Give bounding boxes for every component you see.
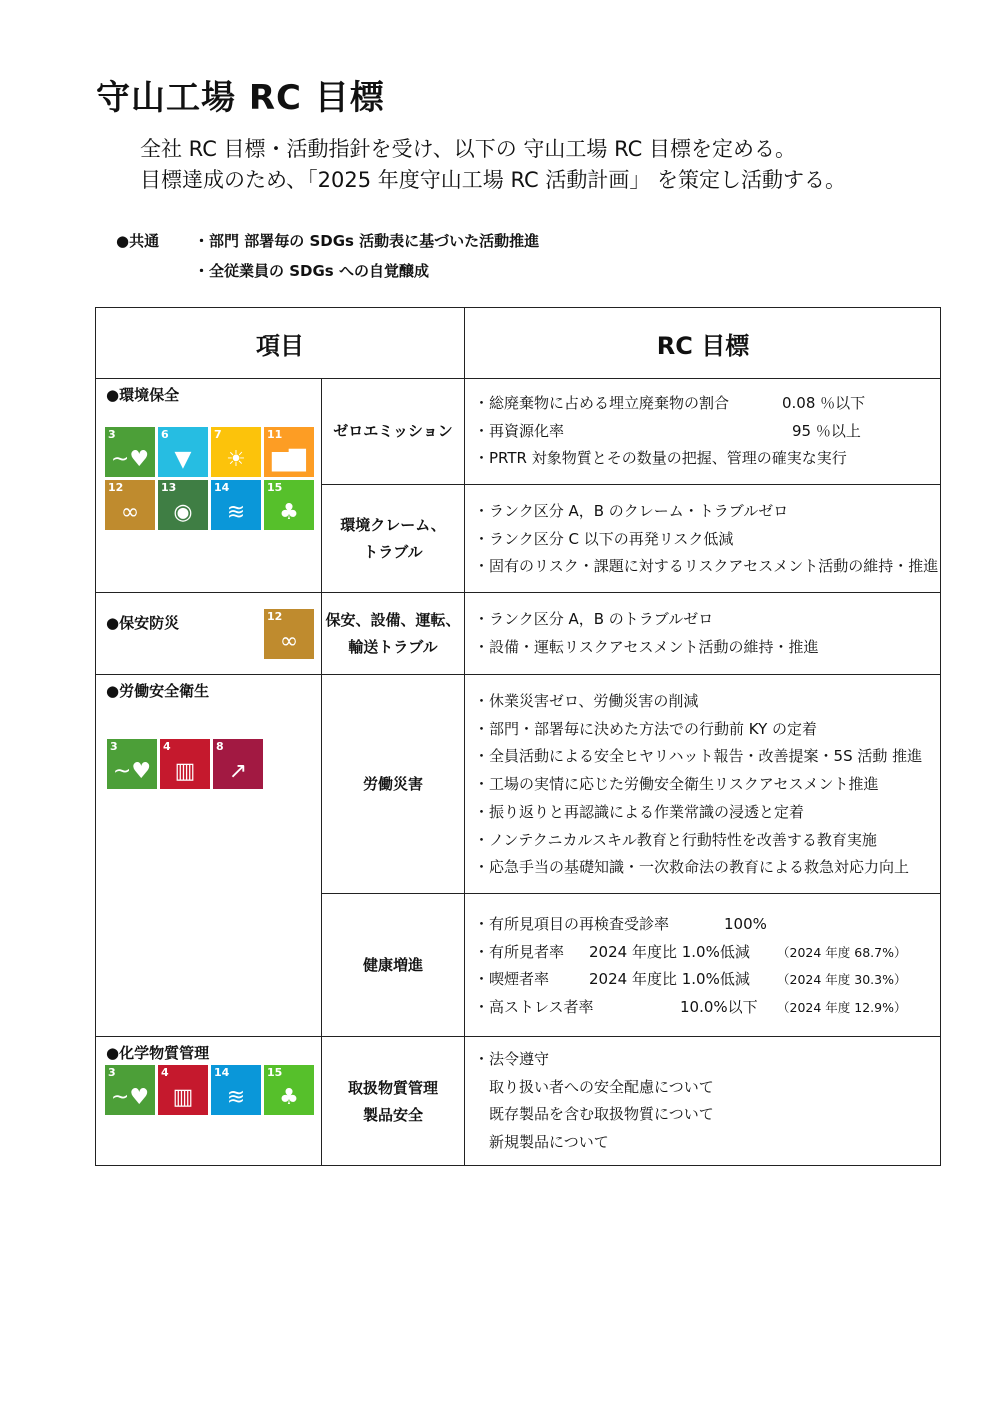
target-text: ・総廃棄物に占める埋立廃棄物の割合 — [474, 394, 730, 412]
target-text: ・再資源化率 — [474, 421, 565, 440]
sdg-number: 4 — [161, 1066, 169, 1079]
sdg-number: 14 — [214, 481, 230, 494]
labor-accident-targets — [474, 688, 922, 882]
sdg-number: 4 — [163, 740, 171, 753]
earth-eye-icon: ◉ — [173, 500, 193, 525]
target-text: 既存製品を含む取扱物質について — [489, 1105, 714, 1124]
sub-item-chemical — [322, 1037, 464, 1166]
sdg-number: 3 — [108, 428, 116, 441]
sdg-13-earth-eye-icon — [158, 480, 208, 530]
target-value: 100% — [724, 915, 767, 933]
sun-icon: ☀ — [226, 447, 246, 472]
sdg-8-growth-chart-icon — [213, 739, 263, 789]
sub-item-label: 取扱物質管理 — [347, 1078, 438, 1097]
sub-item-safety-trouble — [322, 593, 464, 674]
env-claim-targets — [474, 498, 938, 581]
sdg-number: 12 — [108, 481, 124, 494]
sdg-icon-group — [105, 1065, 317, 1115]
target-text: ・ランク区分 C 以下の再発リスク低減 — [474, 529, 734, 548]
city-icon: ▆▇ — [272, 447, 306, 472]
target-text: 新規製品について — [489, 1133, 609, 1152]
row-divider — [96, 378, 941, 379]
target-text: ・固有のリスク・課題に対するリスクアセスメント活動の維持・推進 — [474, 557, 939, 576]
sdg-number: 14 — [214, 1066, 230, 1079]
sdg-14-fish-icon — [211, 480, 261, 530]
sdg-14-fish-icon — [211, 1065, 261, 1115]
infinity-icon: ∞ — [120, 500, 140, 525]
sub-item-env-claim — [322, 485, 464, 592]
sdg-number: 11 — [267, 428, 283, 441]
intro-line: 全社 RC 目標・活動指針を受け、以下の 守山工場 RC 目標を定める。 — [140, 137, 796, 161]
sub-item-label: 環境クレーム、 — [340, 515, 446, 534]
row-divider — [96, 674, 941, 675]
sub-item-zero-emission: ゼロエミッション — [333, 422, 453, 440]
sdg-icon-group — [264, 609, 319, 659]
target-text: ・工場の実情に応じた労働安全衛生リスクアセスメント推進 — [474, 775, 879, 794]
sdg-number: 3 — [108, 1066, 116, 1079]
target-text: ・法令遵守 — [474, 1050, 550, 1068]
heartbeat-icon: ~♥ — [110, 447, 150, 472]
category-labor-safety: ●労働安全衛生 — [106, 682, 210, 700]
intro-line: 目標達成のため、「2025 年度守山工場 RC 活動計画」 を策定し活動する。 — [140, 168, 847, 192]
fish-icon: ≋ — [226, 1085, 246, 1110]
row-divider — [96, 1036, 941, 1037]
target-text: ・部門・部署毎に決めた方法での行動前 KY の定着 — [474, 719, 818, 738]
target-text: ・PRTR 対象物質とその数量の把握、管理の確実な実行 — [474, 449, 847, 468]
sdg-number: 6 — [161, 428, 169, 441]
sdg-number: 15 — [267, 481, 283, 494]
target-text: ・喫煙者率 — [474, 970, 550, 989]
sdg-3-heartbeat-icon — [105, 427, 155, 477]
sdg-icon-group — [107, 739, 319, 789]
book-icon: ▥ — [174, 759, 196, 784]
safety-targets — [474, 606, 819, 661]
heartbeat-icon: ~♥ — [112, 759, 152, 784]
sdg-12-infinity-icon — [105, 480, 155, 530]
sub-item-labor-accident: 労働災害 — [362, 774, 423, 793]
sdg-15-tree-icon — [264, 480, 314, 530]
sdg-number: 7 — [214, 428, 222, 441]
target-text: ・休業災害ゼロ、労働災害の削減 — [474, 692, 699, 710]
sdg-number: 15 — [267, 1066, 283, 1079]
water-drop-icon: ▼ — [174, 447, 192, 472]
target-text: ・有所見項目の再検査受診率 — [474, 915, 670, 933]
sdg-6-water-drop-icon — [158, 427, 208, 477]
sdg-number: 8 — [216, 740, 224, 753]
heartbeat-icon: ~♥ — [110, 1085, 150, 1110]
header-target: RC 目標 — [656, 331, 750, 360]
sdg-11-city-icon — [264, 427, 314, 477]
book-icon: ▥ — [172, 1085, 194, 1110]
category-chemical: ●化学物質管理 — [106, 1044, 210, 1062]
target-text: ・ノンテクニカルスキル教育と行動特性を改善する教育実施 — [474, 830, 877, 849]
common-line: ・全従業員の SDGs への自覚醸成 — [194, 262, 429, 280]
sdg-15-tree-icon — [264, 1065, 314, 1115]
target-note: （2024 年度 12.9%） — [777, 1000, 907, 1016]
category-safety: ●保安防災 — [106, 614, 180, 632]
intro-text — [140, 134, 846, 196]
sdg-12-infinity-icon — [264, 609, 314, 659]
sdg-3-heartbeat-icon — [105, 1065, 155, 1115]
target-value: 2024 年度比 1.0%低減 — [589, 942, 750, 961]
sdg-4-book-icon — [158, 1065, 208, 1115]
sub-item-health: 健康増進 — [362, 955, 423, 974]
target-text: ・全員活動による安全ヒヤリハット報告・改善提案・5S 活動 推進 — [474, 747, 923, 766]
row-divider — [96, 592, 941, 593]
tree-icon: ♣ — [279, 1085, 299, 1110]
target-text: ・ランク区分 A，B のトラブルゼロ — [474, 610, 714, 628]
target-note: （2024 年度 68.7%） — [777, 944, 907, 960]
common-line: ・部門 部署毎の SDGs 活動表に基づいた活動推進 — [194, 232, 540, 250]
sdg-number: 12 — [267, 610, 283, 623]
sdg-icon-group — [105, 427, 317, 530]
sdg-7-sun-icon — [211, 427, 261, 477]
target-value: 2024 年度比 1.0%低減 — [589, 970, 750, 989]
sub-item-label: 製品安全 — [362, 1105, 423, 1124]
target-value: 10.0%以下 — [680, 998, 758, 1017]
header-item: 項目 — [256, 331, 304, 360]
target-text: ・高ストレス者率 — [474, 998, 594, 1017]
target-value: 95 ％以上 — [792, 421, 861, 440]
sdg-4-book-icon — [160, 739, 210, 789]
target-text: ・振り返りと再認識による作業常識の浸透と定着 — [474, 802, 805, 821]
sdg-3-heartbeat-icon — [107, 739, 157, 789]
column-divider — [464, 308, 465, 1166]
target-text: 取り扱い者への安全配慮について — [489, 1077, 714, 1096]
target-text: ・応急手当の基礎知識・一次救命法の教育による救急対応力向上 — [474, 858, 910, 877]
target-note: （2024 年度 30.3%） — [777, 972, 907, 988]
rc-target-table — [95, 307, 941, 1166]
infinity-icon: ∞ — [279, 629, 299, 654]
common-label: ●共通 — [116, 232, 160, 250]
growth-chart-icon: ↗ — [228, 759, 248, 784]
sub-item-label: 輸送トラブル — [348, 637, 438, 656]
target-text: ・有所見者率 — [474, 942, 565, 961]
chemical-targets — [474, 1046, 714, 1157]
fish-icon: ≋ — [226, 500, 246, 525]
sub-item-label: トラブル — [363, 542, 423, 561]
target-value: 0.08 ％以下 — [782, 394, 866, 412]
page-title: 守山工場 RC 目標 — [96, 78, 385, 118]
sdg-number: 13 — [161, 481, 177, 494]
sdg-number: 3 — [110, 740, 118, 753]
tree-icon: ♣ — [279, 500, 299, 525]
target-text: ・ランク区分 A，B のクレーム・トラブルゼロ — [474, 502, 789, 520]
target-text: ・設備・運転リスクアセスメント活動の維持・推進 — [474, 637, 819, 656]
category-environment: ●環境保全 — [106, 386, 180, 404]
sub-item-label: 保安、設備、運転、 — [325, 610, 461, 629]
